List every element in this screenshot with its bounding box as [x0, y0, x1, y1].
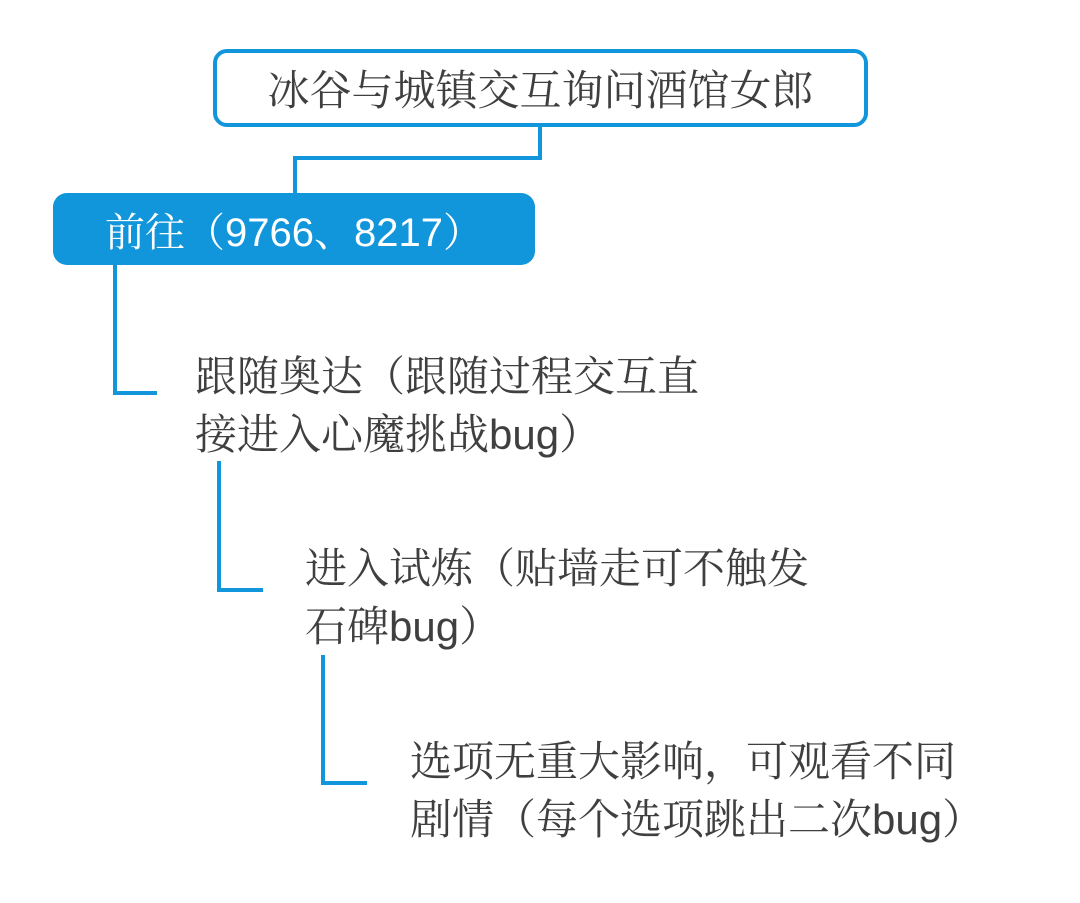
- connector-step1-vertical: [113, 265, 117, 395]
- step-node-line: 选项无重大影响，可观看不同: [410, 738, 957, 785]
- connector-root-horizontal: [293, 156, 542, 160]
- connector-step3-horizontal: [321, 781, 367, 785]
- step-node-enter-trial[interactable]: [305, 540, 809, 656]
- step-node-line: 剧情（每个选项跳出二次bug）: [410, 796, 985, 843]
- connector-step1-horizontal: [113, 391, 157, 395]
- step-node-line: 石碑bug）: [305, 603, 502, 650]
- step-node-line: 接进入心魔挑战bug）: [195, 411, 602, 458]
- connector-goto-drop: [293, 156, 297, 196]
- root-node-label: 冰谷与城镇交互询问酒馆女郎: [267, 67, 814, 114]
- step-node-options[interactable]: [410, 733, 984, 849]
- connector-root-vertical: [538, 125, 542, 160]
- connector-step3-vertical: [321, 655, 325, 785]
- connector-step2-horizontal: [217, 588, 263, 592]
- step-node-line: 进入试炼（贴墙走可不触发: [305, 545, 810, 592]
- step-node-line: 跟随奥达（跟随过程交互直: [195, 353, 700, 400]
- step-node-follow-aoda[interactable]: [195, 348, 699, 464]
- connector-step2-vertical: [217, 461, 221, 592]
- goto-node-label: 前往（9766、8217）: [105, 210, 483, 255]
- goto-node[interactable]: [53, 193, 535, 265]
- root-node[interactable]: [213, 49, 868, 127]
